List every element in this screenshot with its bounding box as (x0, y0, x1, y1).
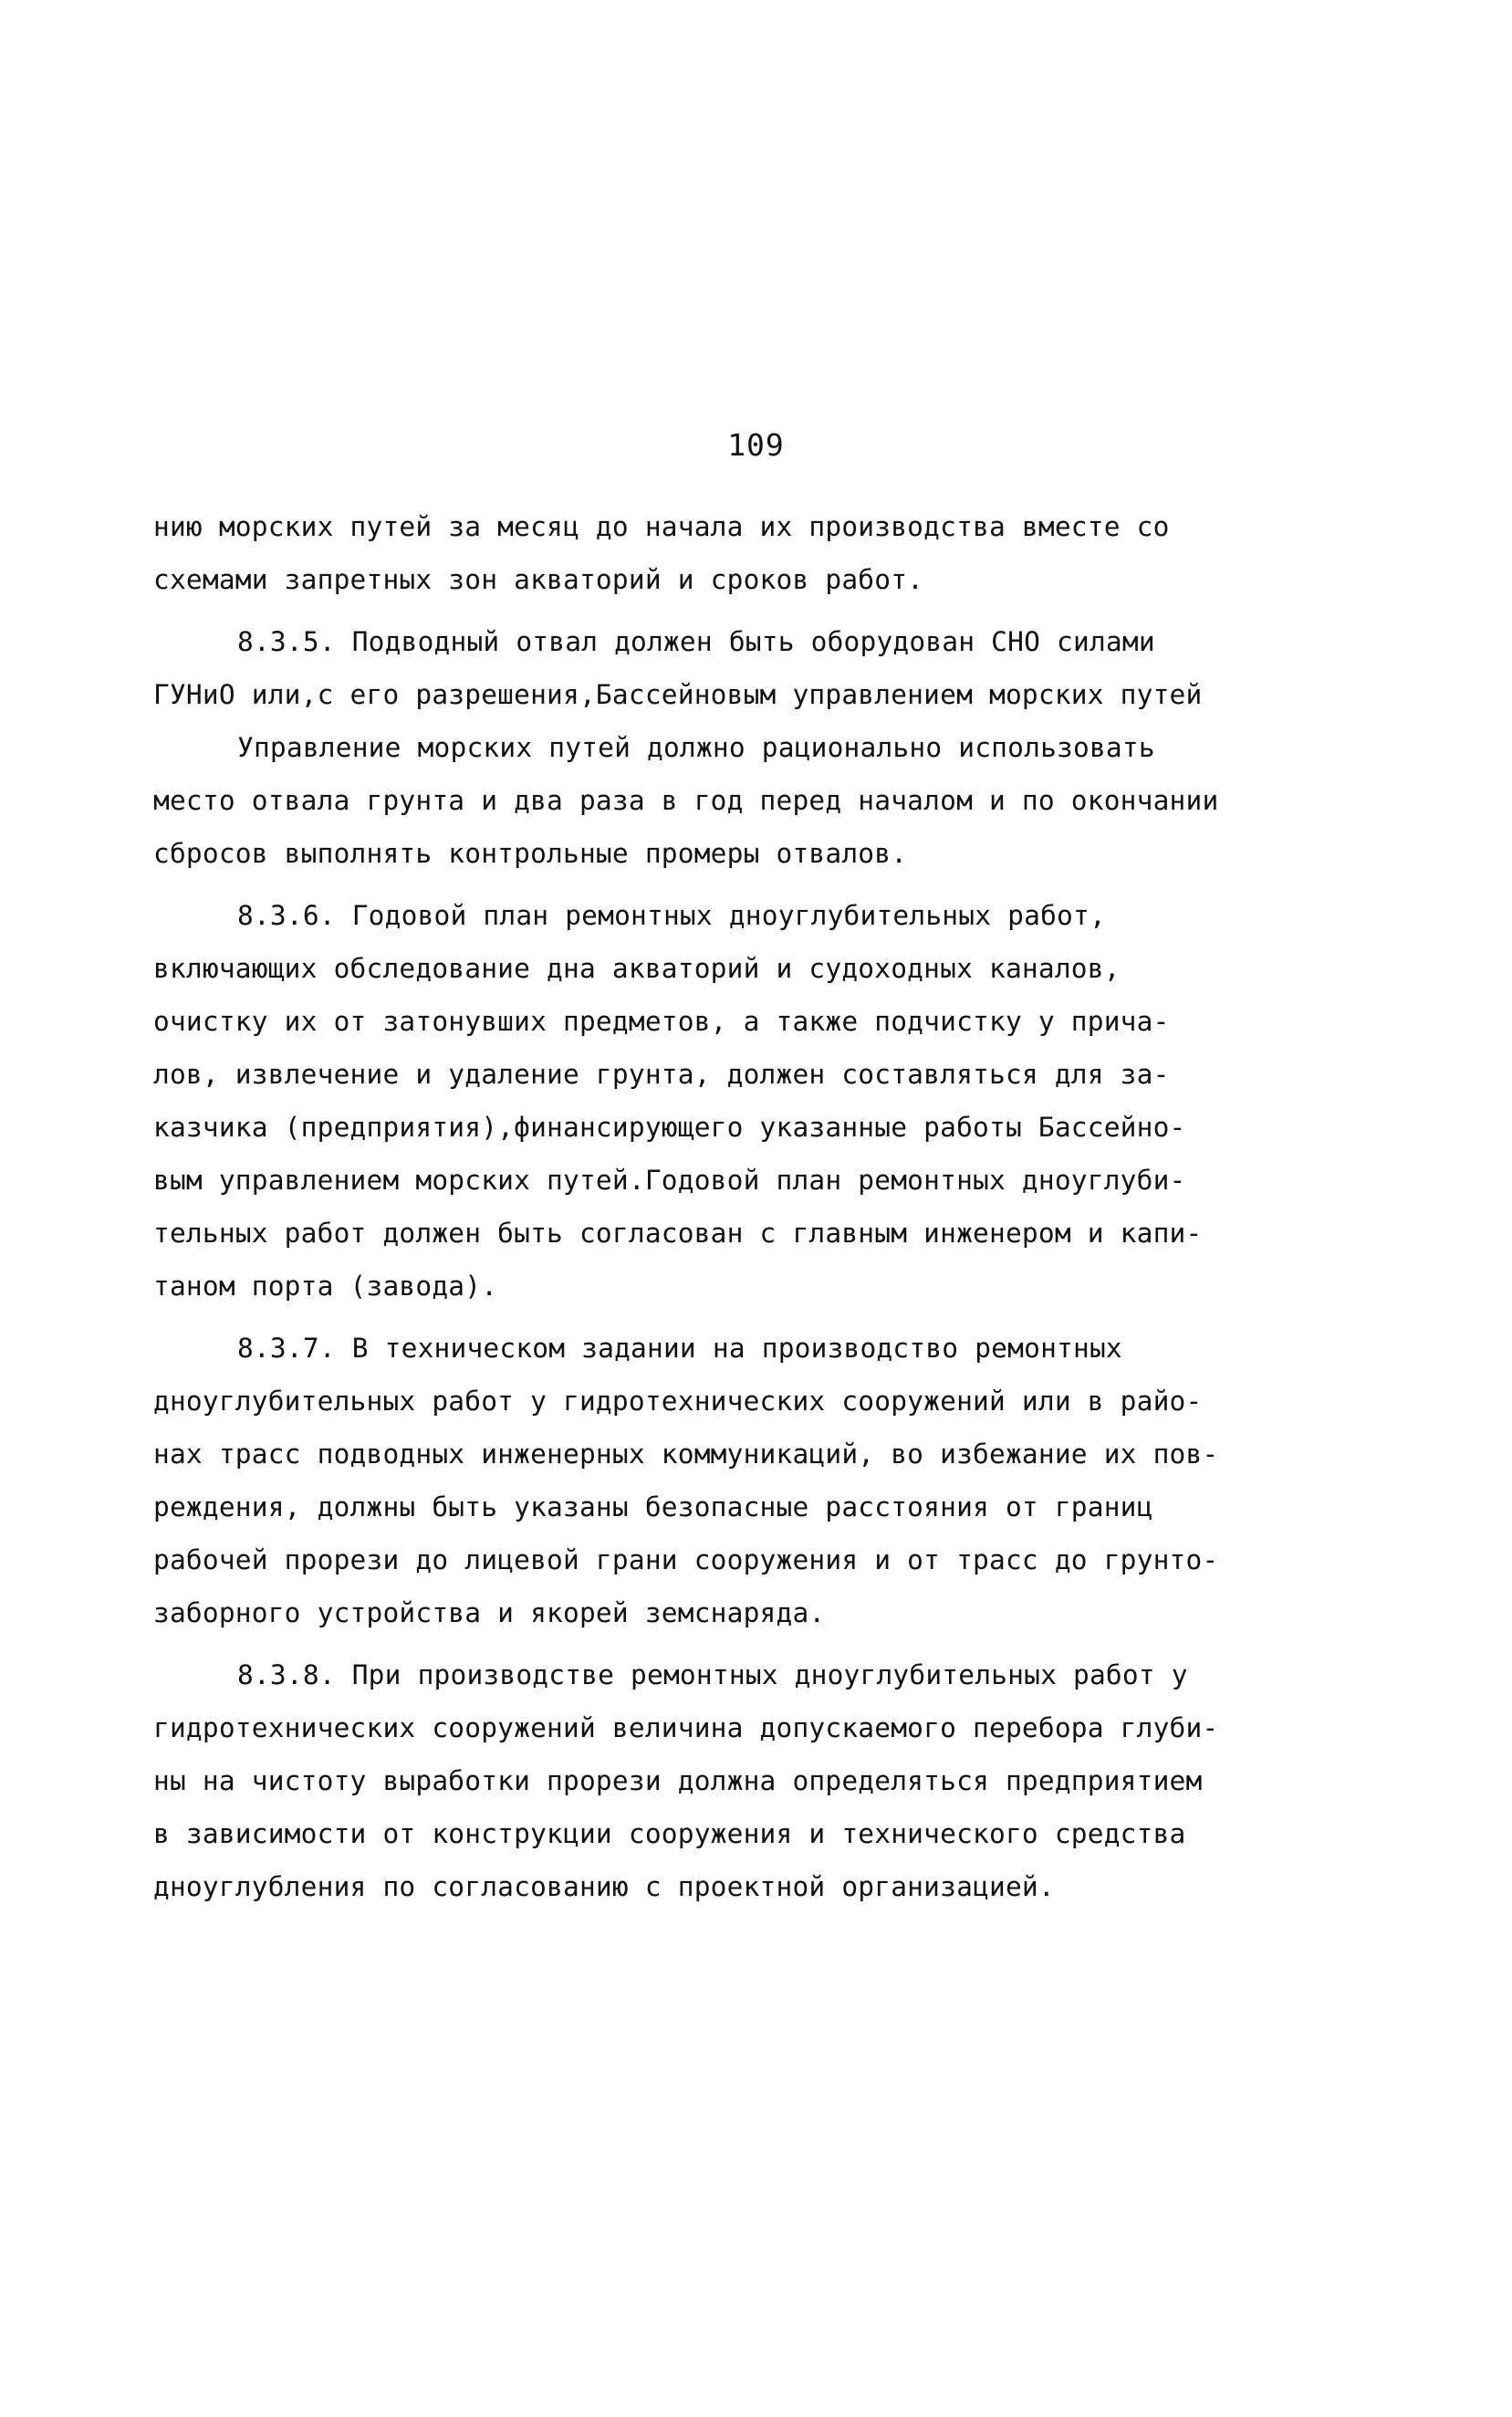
text-line: дноуглубления по согласованию с проектной организацией. (153, 1871, 1055, 1902)
paragraph-8-3-6 (153, 889, 1271, 1313)
text-line: казчика (предприятия),финансирующего указанные работы Бассейно- (153, 1112, 1186, 1143)
paragraph-8-3-7 (153, 1322, 1271, 1639)
text-line: нах трасс подводных инженерных коммуникаций, во избежание их пов- (153, 1439, 1219, 1470)
text-line: тельных работ должен быть согласован с главным инженером и капи- (153, 1218, 1203, 1249)
text-line: вым управлением морских путей.Годовой план ремонтных дноуглуби- (153, 1165, 1186, 1196)
text-line: схемами запретных зон акваторий и сроков работ. (153, 564, 924, 595)
paragraph-8-3-8 (153, 1648, 1271, 1913)
text-line: заборного устройства и якорей земснаряда. (153, 1597, 826, 1628)
text-line: рабочей прорези до лицевой грани сооружения и от трасс до грунто- (153, 1544, 1219, 1575)
text-line: 8.3.5. Подводный отвал должен быть оборудован СНО силами (237, 626, 1155, 657)
body-text (153, 500, 1271, 1913)
text-line: реждения, должны быть указаны безопасные расстояния от границ (153, 1491, 1153, 1522)
text-line: нию морских путей за месяц до начала их производства вместе со (153, 511, 1170, 542)
text-line: 8.3.6. Годовой план ремонтных дноуглубительных работ, (237, 900, 1106, 931)
text-line: ны на чистоту выработки прорези должна определяться предприятием (153, 1765, 1203, 1796)
paragraph-8-3-5 (153, 615, 1271, 880)
text-line: таном порта (завода). (153, 1271, 498, 1302)
paragraph-continuation (153, 500, 1271, 606)
text-line: включающих обследование дна акваторий и судоходных каналов, (153, 953, 1121, 984)
text-line: дноуглубительных работ у гидротехнических сооружений или в райо- (153, 1386, 1203, 1417)
text-line: место отвала грунта и два раза в год перед началом и по окончании (153, 785, 1219, 816)
text-line: Управление морских путей должно рационально использовать (237, 732, 1155, 763)
text-line: лов, извлечение и удаление грунта, должен составляться для за- (153, 1059, 1170, 1090)
text-line: гидротехнических сооружений величина допускаемого перебора глуби- (153, 1712, 1219, 1743)
page-number: 109 (727, 427, 785, 463)
text-line: сбросов выполнять контрольные промеры отвалов. (153, 838, 908, 869)
text-line: 8.3.8. При производстве ремонтных дноуглубительных работ у (237, 1659, 1188, 1690)
text-line: 8.3.7. В техническом задании на производство ремонтных (237, 1333, 1122, 1364)
text-line: очистку их от затонувших предметов, а также подчистку у прича- (153, 1006, 1170, 1037)
text-line: в зависимости от конструкции сооружения и технического средства (153, 1818, 1186, 1849)
text-line: ГУНиО или,с его разрешения,Бассейновым управлением морских путей (153, 679, 1203, 710)
